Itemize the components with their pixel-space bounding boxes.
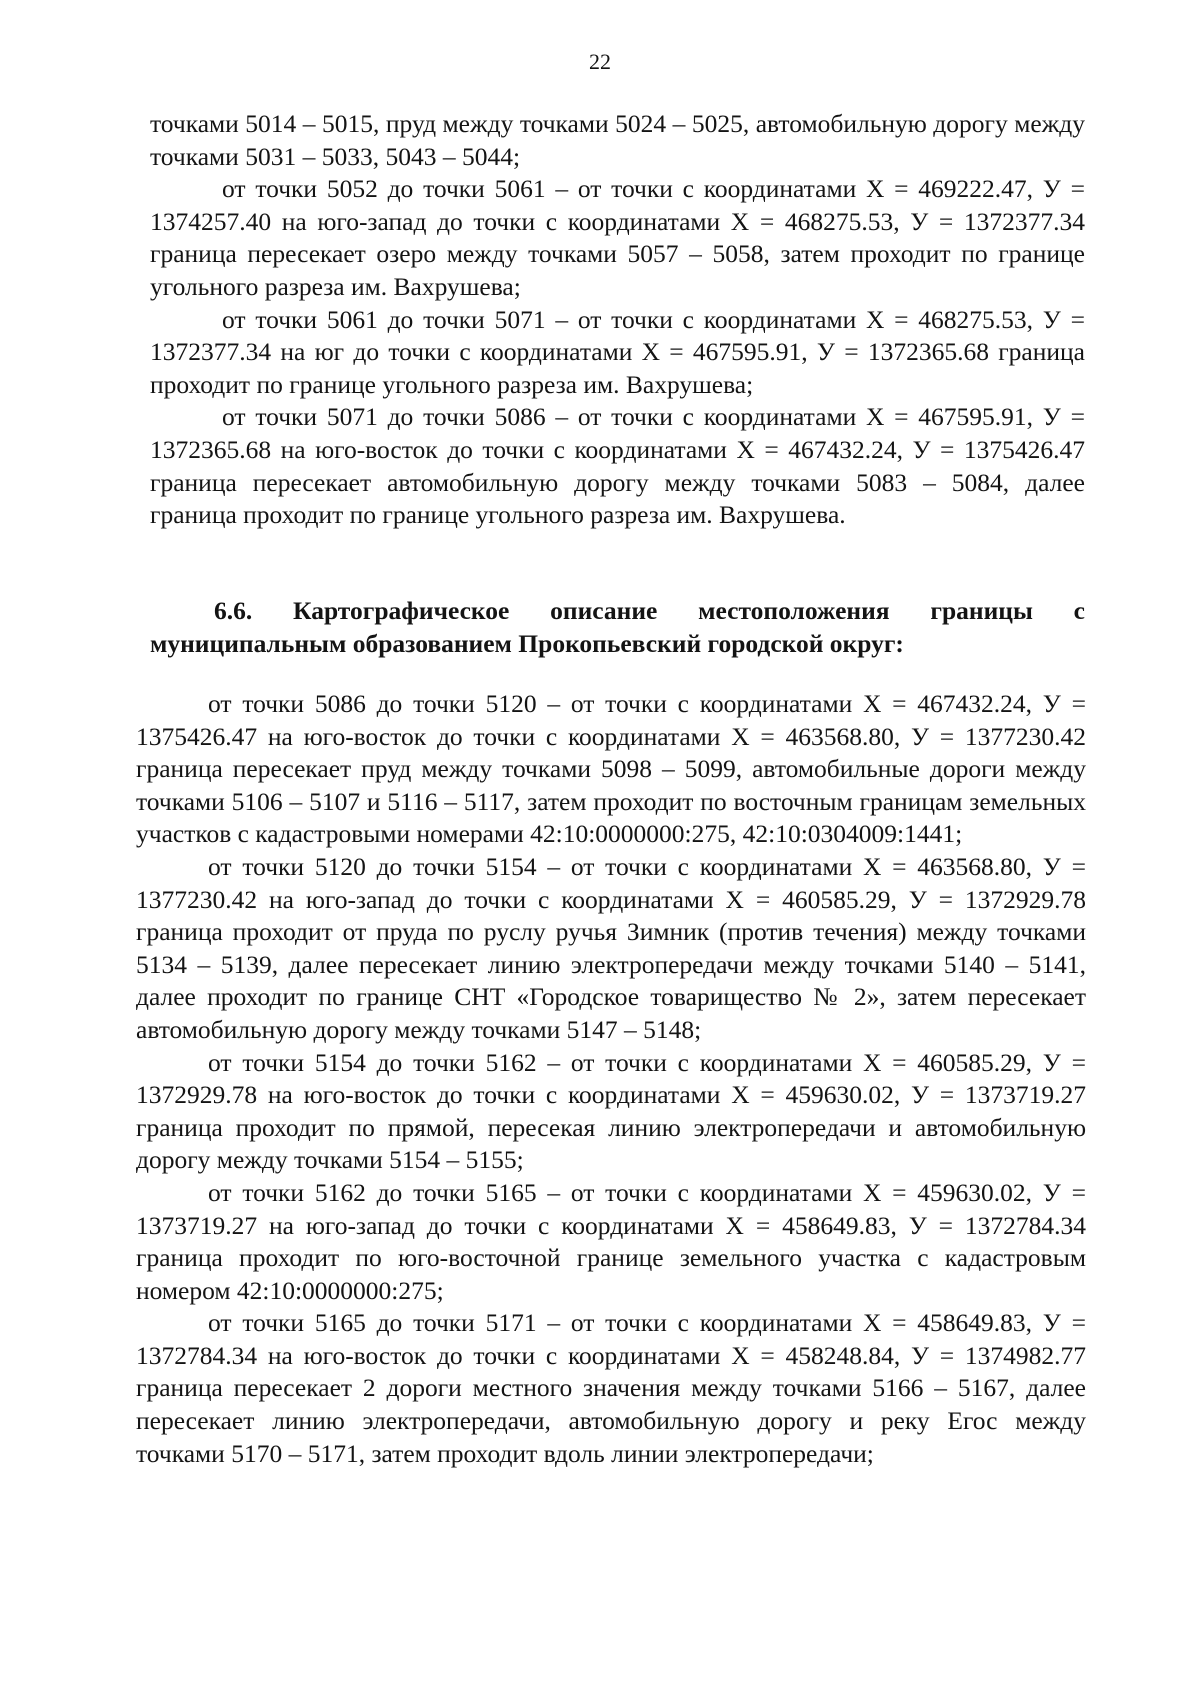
section-text-block <box>136 688 1086 1470</box>
paragraph-5086-5120: от точки 5086 до точки 5120 – от точки с координатами X = 467432.24, У = 1375426.47 на юго-восток до точки с координатами X = 463568.80, У = 1377230.42 граница пересекает пруд между точками 5098 – 5099, автомобильные дороги между точками 5106 – 5107 и 5116 – 5117, затем проходит по восточным границам земельных участков с кадастровыми номерами 42:10:0000000:275, 42:10:0304009:1441; <box>136 689 1086 849</box>
paragraph-5154-5162: от точки 5154 до точки 5162 – от точки с координатами X = 460585.29, У = 1372929.78 на юго-восток до точки с координатами X = 459630.02, У = 1373719.27 граница проходит по прямой, пересекая линию электропередачи и автомобильную дорогу между точками 5154 – 5155; <box>136 1047 1086 1175</box>
section-heading: 6.6. Картографическое описание местоположения границы с муниципальным образованием Прокопьевский городской округ: <box>150 596 1085 658</box>
paragraph-continuation: точками 5014 – 5015, пруд между точками 5024 – 5025, автомобильную дорогу между точками 5031 – 5033, 5043 – 5044; <box>150 109 1085 171</box>
paragraph-5120-5154: от точки 5120 до точки 5154 – от точки с координатами X = 463568.80, У = 1377230.42 на юго-запад до точки с координатами X = 460585.29, У = 1372929.78 граница проходит от пруда по руслу ручья Зимник (против течения) между точками 5134 – 5139, далее пересекает линию электропередачи между точками 5140 – 5141, далее проходит по границе СНТ «Городское товарищество № 2», затем пересекает автомобильную дорогу между точками 5147 – 5148; <box>136 851 1086 1044</box>
paragraph-5165-5171: от точки 5165 до точки 5171 – от точки с координатами X = 458649.83, У = 1372784.34 на юго-восток до точки с координатами X = 458248.84, У = 1374982.77 граница пересекает 2 дороги местного значения между точками 5166 – 5167, далее пересекает линию электропередачи, автомобильную дорогу и реку Егос между точками 5170 – 5171, затем проходит вдоль линии электропередачи; <box>136 1308 1086 1468</box>
paragraph-5061-5071: от точки 5061 до точки 5071 – от точки с координатами X = 468275.53, У = 1372377.34 на юг до точки с координатами X = 467595.91, У = 1372365.68 граница проходит по границе угольного разреза им. Вахрушева; <box>150 304 1085 399</box>
section-heading-block <box>150 595 1085 661</box>
paragraph-5071-5086: от точки 5071 до точки 5086 – от точки с координатами X = 467595.91, У = 1372365.68 на юго-восток до точки с координатами X = 467432.24, У = 1375426.47 граница пересекает автомобильную дорогу между точками 5083 – 5084, далее граница проходит по границе угольного разреза им. Вахрушева. <box>150 402 1085 530</box>
page-number: 22 <box>589 49 611 74</box>
paragraph-5162-5165: от точки 5162 до точки 5165 – от точки с координатами X = 459630.02, У = 1373719.27 на юго-запад до точки с координатами X = 458649.83, У = 1372784.34 граница проходит по юго-восточной границе земельного участка с кадастровым номером 42:10:0000000:275; <box>136 1177 1086 1305</box>
continued-text-block <box>150 108 1085 532</box>
paragraph-5052-5061: от точки 5052 до точки 5061 – от точки с координатами X = 469222.47, У = 1374257.40 на юго-запад до точки с координатами X = 468275.53, У = 1372377.34 граница пересекает озеро между точками 5057 – 5058, затем проходит по границе угольного разреза им. Вахрушева; <box>150 174 1085 301</box>
